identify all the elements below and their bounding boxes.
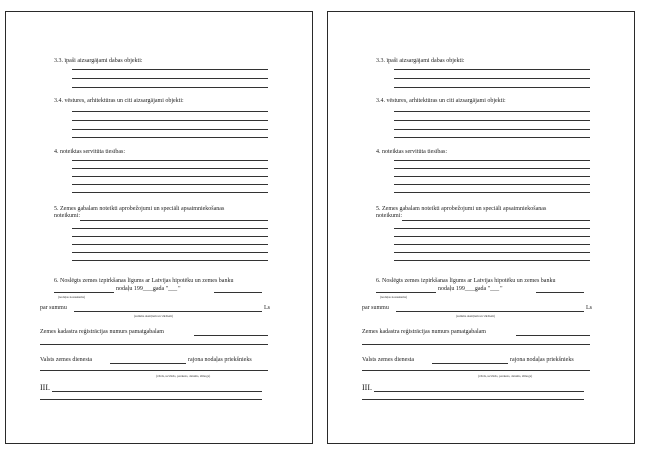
fill-line — [80, 220, 268, 221]
section-6-nodaju: nodaļu 199____gada "___" — [116, 286, 181, 292]
section-4-label: 4. noteiktas servitūta tiesības: — [376, 149, 447, 155]
par-summu-label: par summu — [40, 305, 67, 311]
fill-line — [394, 168, 590, 169]
fill-line — [72, 111, 268, 112]
section-6-caption: (nodaļas nosaukums) — [58, 295, 86, 299]
fill-line — [394, 87, 590, 88]
fill-line — [394, 111, 590, 112]
fill-line — [394, 129, 590, 130]
fill-line — [72, 69, 268, 70]
summa-caption: (summa skaitļiem un vārdiem) — [456, 314, 496, 318]
fill-line — [362, 344, 590, 345]
iii-label: III. — [40, 383, 50, 392]
fill-line — [72, 168, 268, 169]
fill-line — [72, 244, 268, 245]
fill-line — [394, 184, 590, 185]
fill-line — [72, 160, 268, 161]
section-4-label: 4. noteiktas servitūta tiesības: — [54, 149, 125, 155]
fill-line — [394, 69, 590, 70]
fill-line — [72, 129, 268, 130]
fill-line — [72, 228, 268, 229]
fill-line — [74, 311, 262, 312]
section-6-label: 6. Noslēgts zemes izpirkšanas līgums ar Latvijas hipotēku un zemes banku — [376, 278, 556, 284]
fill-line — [536, 292, 584, 293]
fill-line — [40, 370, 268, 371]
par-summu-label: par summu — [362, 305, 389, 311]
fill-line — [194, 335, 268, 336]
currency-label: Ls — [264, 305, 270, 311]
section-3-3-label: 3.3. īpaši aizsargājami dabas objekti: — [54, 58, 143, 64]
fill-line — [516, 335, 590, 336]
vzd-label: Valsts zemes dienesta — [40, 357, 92, 363]
fill-line — [72, 252, 268, 253]
fill-line — [394, 260, 590, 261]
section-5-label-cont: noteikumi: — [376, 213, 402, 219]
fill-line — [40, 399, 262, 400]
section-6-nodaju: nodaļu 199____gada "___" — [438, 286, 503, 292]
fill-line — [394, 160, 590, 161]
rajona-label: rajona nodaļas priekšnieks — [510, 357, 574, 363]
fill-line — [402, 220, 590, 221]
section-6-label: 6. Noslēgts zemes izpirkšanas līgums ar Latvijas hipotēku un zemes banku — [54, 278, 234, 284]
fill-line — [362, 370, 590, 371]
fill-line — [394, 120, 590, 121]
section-5-label: 5. Zemes gabalam noteikti aprobežojumi un speciāli apsaimniekošanas — [376, 206, 547, 212]
fill-line — [40, 344, 268, 345]
form-page-left — [5, 11, 313, 444]
fill-line — [72, 184, 268, 185]
fill-line — [110, 363, 186, 364]
currency-label: Ls — [586, 305, 592, 311]
rajona-label: rajona nodaļas priekšnieks — [188, 357, 252, 363]
section-3-3-label: 3.3. īpaši aizsargājami dabas objekti: — [376, 58, 465, 64]
fill-line — [394, 228, 590, 229]
fill-line — [72, 236, 268, 237]
fill-line — [394, 78, 590, 79]
section-3-4-label: 3.4. vēstures, arhitektūras un citi aizsargājami objekti: — [54, 98, 184, 104]
section-5-label-cont: noteikumi: — [54, 213, 80, 219]
fill-line — [72, 192, 268, 193]
fill-line — [72, 78, 268, 79]
fill-line — [72, 137, 268, 138]
section-6-caption: (nodaļas nosaukums) — [380, 295, 408, 299]
kadastra-label: Zemes kadastra reģistrācijas numurs pamatgabalam — [362, 329, 486, 335]
fill-line — [396, 311, 584, 312]
fill-line — [394, 236, 590, 237]
signature-caption: (vārds, uzvārds, paraksts, datums, zīmogs) — [478, 374, 533, 378]
fill-line — [72, 176, 268, 177]
signature-caption: (vārds, uzvārds, paraksts, datums, zīmogs) — [156, 374, 211, 378]
kadastra-label: Zemes kadastra reģistrācijas numurs pamatgabalam — [40, 329, 164, 335]
fill-line — [394, 192, 590, 193]
form-page-right — [327, 11, 635, 444]
fill-line — [394, 176, 590, 177]
fill-line — [54, 292, 114, 293]
vzd-label: Valsts zemes dienesta — [362, 357, 414, 363]
fill-line — [394, 137, 590, 138]
fill-line — [394, 252, 590, 253]
fill-line — [432, 363, 508, 364]
fill-line — [362, 399, 584, 400]
fill-line — [72, 260, 268, 261]
summa-caption: (summa skaitļiem un vārdiem) — [134, 314, 174, 318]
fill-line — [214, 292, 262, 293]
fill-line — [72, 120, 268, 121]
fill-line — [374, 391, 584, 392]
fill-line — [376, 292, 436, 293]
section-5-label: 5. Zemes gabalam noteikti aprobežojumi un speciāli apsaimniekošanas — [54, 206, 225, 212]
iii-label: III. — [362, 383, 372, 392]
fill-line — [394, 244, 590, 245]
fill-line — [72, 87, 268, 88]
fill-line — [52, 391, 262, 392]
section-3-4-label: 3.4. vēstures, arhitektūras un citi aizsargājami objekti: — [376, 98, 506, 104]
